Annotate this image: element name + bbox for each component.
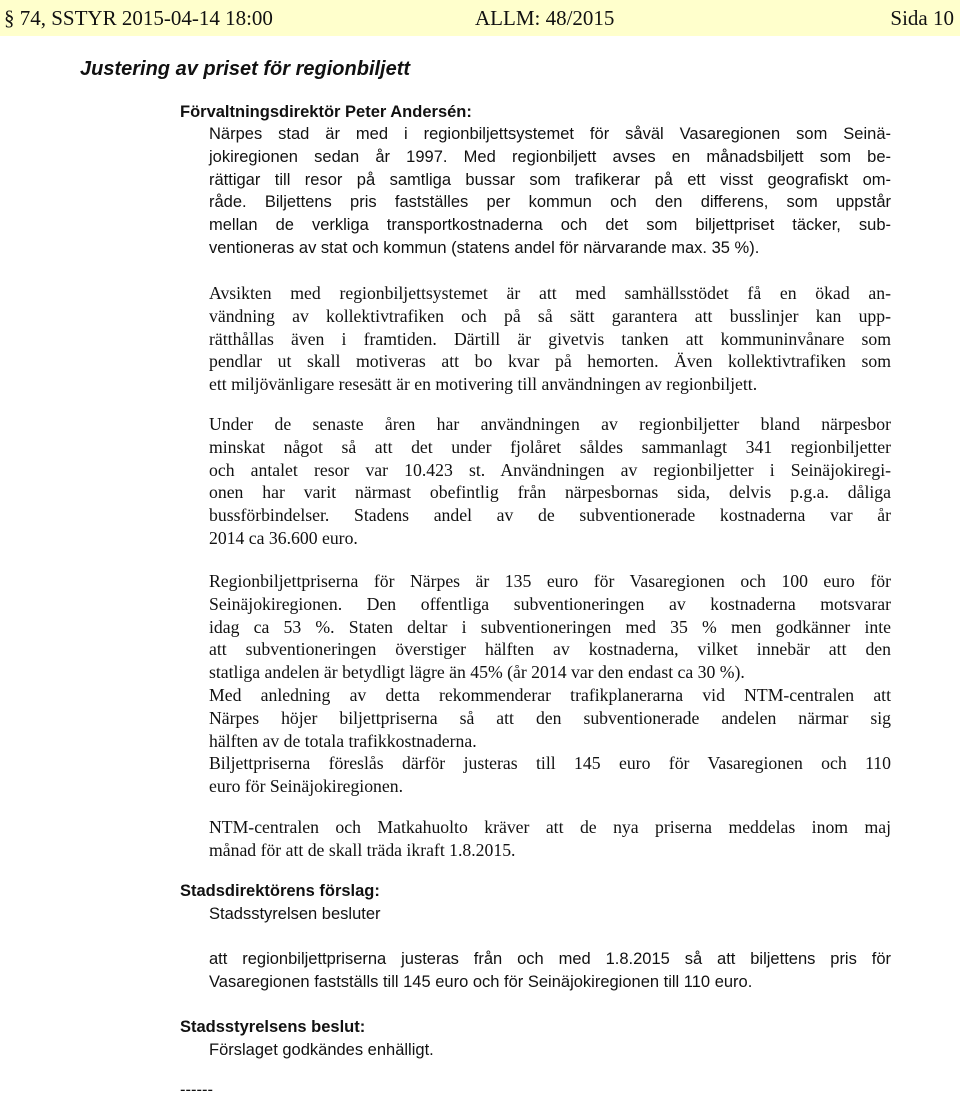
paragraph-purpose [209, 282, 891, 396]
paragraph-deadline [209, 816, 891, 862]
text-line: att subventioneringen överstiger hälften av kostnaderna, vilket innebär att den [209, 639, 891, 660]
text-line: Vasaregionen fastställs till 145 euro och för Seinäjokiregionen till 110 euro. [209, 972, 753, 991]
page-number: Sida 10 [890, 6, 954, 30]
footer-separator: ------ [180, 1081, 213, 1099]
text-line: Seinäjokiregionen. Den offentliga subventioneringen av kostnaderna motsvarar [209, 593, 891, 614]
document-title: Justering av priset för regionbiljett [80, 58, 411, 80]
proposal-decision [209, 948, 891, 994]
text-line: Under de senaste åren har användningen av regionbiljetter bland närpesbor [209, 414, 891, 434]
text-line: Biljettpriserna föreslås därför justeras till 145 euro för Vasaregionen och 110 [209, 753, 891, 774]
section-reference: § 74, SSTYR 2015-04-14 18:00 [4, 6, 273, 30]
text-line: Närpes stad är med i regionbiljettsystemet för såväl Vasaregionen som Seinä- [209, 125, 891, 143]
text-line: euro för Seinäjokiregionen. [209, 776, 404, 797]
proposal-intro: Stadsstyrelsen besluter [209, 905, 381, 923]
proposal-heading: Stadsdirektörens förslag: [180, 882, 380, 900]
text-line: rätthållas även i framtiden. Därtill är givetvis tanken att kommuninvånare som [209, 328, 891, 349]
text-line: Regionbiljettpriserna för Närpes är 135 euro för Vasaregionen och 100 euro för [209, 571, 891, 591]
text-line: Med anledning av detta rekommenderar trafikplanerarna vid NTM-centralen att [209, 684, 891, 705]
meeting-reference: ALLM: 48/2015 [475, 6, 615, 30]
text-line: 2014 ca 36.600 euro. [209, 527, 358, 548]
text-line: onen har varit närmast obefintlig från närpesbornas sida, delvis p.g.a. dåliga [209, 482, 891, 503]
text-line: att regionbiljettpriserna justeras från och med 1.8.2015 så att biljettens pris för [209, 950, 891, 968]
text-line: och antalet resor var 10.423 st. Användningen av regionbiljetter i Seinäjokiregi- [209, 459, 891, 480]
text-line: mellan de verkliga transportkostnaderna och det som biljettpriset täcker, sub- [209, 216, 891, 235]
text-line: idag ca 53 %. Staten deltar i subventioneringen med 35 % men godkänner inte [209, 616, 891, 637]
text-line: pendlar ut skall motiveras att bo kvar på hemorten. Även kollektivtrafiken som [209, 351, 891, 372]
text-line: bussförbindelser. Stadens andel av de subventionerade kostnaderna var år [209, 505, 891, 526]
director-paragraph [209, 123, 891, 260]
text-line: jokiregionen sedan år 1997. Med regionbiljett avses en månadsbiljett som be- [209, 147, 891, 166]
text-line: ventioneras av stat och kommun (statens andel för närvarande max. 35 %). [209, 238, 760, 257]
text-line: statliga andelen är betydligt lägre än 45% (år 2014 var den endast ca 30 %). [209, 662, 745, 683]
paragraph-prices [209, 570, 891, 798]
text-line: NTM-centralen och Matkahuolto kräver att de nya priserna meddelas inom maj [209, 817, 891, 837]
resolution-heading: Stadsstyrelsens beslut: [180, 1018, 366, 1036]
text-line: Närpes höjer biljettpriserna så att den subventionerade andelen närmar sig [209, 707, 891, 728]
text-line: minskat något så att det under fjolåret såldes sammanlagt 341 regionbiljetter [209, 436, 891, 457]
text-line: ett miljövänligare resesätt är en motivering till användningen av regionbiljett. [209, 374, 758, 395]
text-line: rättigar till resor på samtliga bussar som trafikerar på ett visst geografiskt om- [209, 170, 891, 189]
resolution-text: Förslaget godkändes enhälligt. [209, 1041, 434, 1059]
text-line: månad för att de skall träda ikraft 1.8.2015. [209, 839, 516, 860]
text-line: hälften av de totala trafikkostnaderna. [209, 730, 477, 751]
text-line: vändning av kollektivtrafiken och på så sätt garantera att busslinjer kan upp- [209, 305, 891, 326]
text-line: råde. Biljettens pris fastställes per kommun och den differens, som uppstår [209, 193, 891, 212]
paragraph-usage [209, 413, 891, 550]
director-heading: Förvaltningsdirektör Peter Andersén: [180, 103, 472, 121]
page-header [0, 0, 960, 36]
text-line: Avsikten med regionbiljettsystemet är att med samhällsstödet få en ökad an- [209, 283, 891, 303]
